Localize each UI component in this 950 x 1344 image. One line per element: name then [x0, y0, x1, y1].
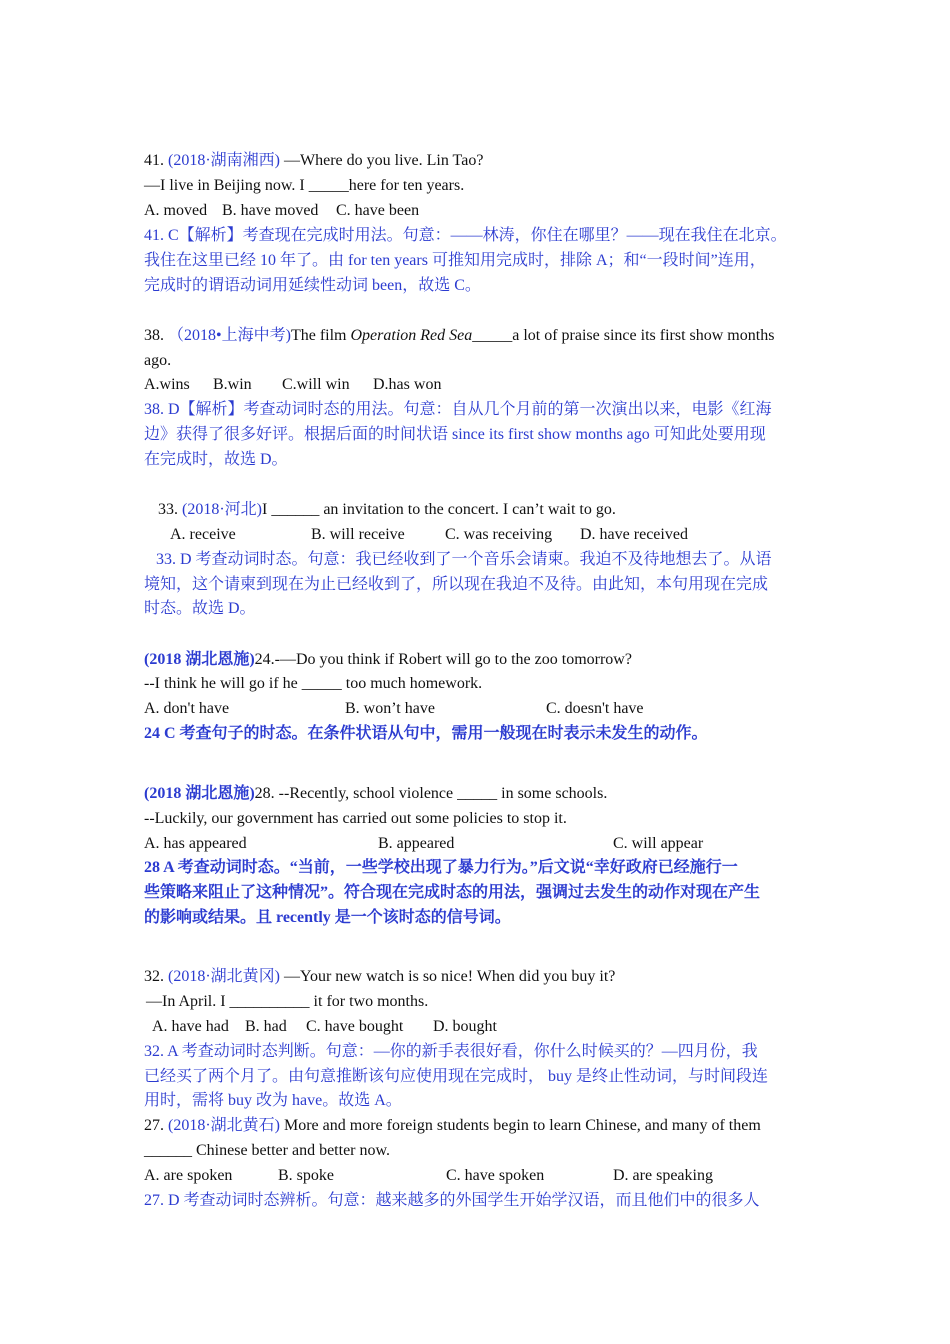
- q41-source: (2018·湖南湘西): [168, 152, 280, 169]
- q27-options: A. are spoken B. spoke C. have spoken D. are speaking: [144, 1167, 713, 1184]
- q38-source: （2018•上海中考): [168, 327, 291, 344]
- q38-analysis-line3: 在完成时，故选 D。: [144, 451, 288, 468]
- q38-stem-line1: 38. （2018•上海中考)The film Operation Red Sea_____a lot of praise since its first show months: [144, 327, 775, 344]
- q27-stem-line1: 27. (2018·湖北黄石) More and more foreign students begin to learn Chinese, and many of them: [144, 1117, 761, 1134]
- q33-source: (2018·河北): [182, 501, 262, 518]
- q41-analysis-line3: 完成时的谓语动词用延续性动词 been，故选 C。: [144, 277, 481, 294]
- q38-analysis-line1: 38. D【解析】考查动词时态的用法。句意：自从几个月前的第一次演出以来，电影《红海: [144, 401, 772, 418]
- q32-source: (2018·湖北黄冈): [168, 968, 280, 985]
- q38-analysis-line2: 边》获得了很多好评。根据后面的时间状语 since its first show months ago 可知此处要用现: [144, 426, 766, 443]
- q38-options: A.wins B.win C.will win D.has won: [144, 376, 442, 393]
- q24-options: A. don't have B. won’t have C. doesn't have: [144, 700, 644, 717]
- film-title: Operation Red Sea: [350, 327, 473, 344]
- q33-analysis-line2: 境知，这个请柬到现在为止已经收到了，所以现在我迫不及待。由此知，本句用现在完成: [144, 576, 769, 593]
- q28-analysis-line2: 些策略来阻止了这种情况”。符合现在完成时态的用法，强调过去发生的动作对现在产生: [144, 884, 761, 901]
- q24-source: (2018 湖北恩施): [144, 651, 255, 668]
- q28-options: A. has appeared B. appeared C. will appear: [144, 835, 704, 852]
- q32-stem-line1: 32. (2018·湖北黄冈) —Your new watch is so nice! When did you buy it?: [144, 968, 616, 985]
- q27-stem-line2: ______ Chinese better and better now.: [144, 1142, 391, 1159]
- q27-source: (2018·湖北黄石): [168, 1117, 280, 1134]
- q33-analysis-line3: 时态。故选 D。: [144, 600, 256, 617]
- q28-analysis-line3: 的影响或结果。且 recently 是一个该时态的信号词。: [144, 909, 511, 926]
- q32-analysis-line1: 32. A 考查动词时态判断。句意：—你的新手表很好看，你什么时候买的？—四月份，我: [144, 1043, 758, 1060]
- q28-analysis-line1: 28 A 考查动词时态。“当前，一些学校出现了暴力行为。”后文说“幸好政府已经施行一: [144, 859, 738, 876]
- q28-stem-line2: --Luckily, our government has carried out some policies to stop it.: [144, 810, 567, 827]
- q24-stem-line1: (2018 湖北恩施)24.-—Do you think if Robert will go to the zoo tomorrow?: [144, 651, 632, 668]
- q24-analysis-line1: 24 C 考查句子的时态。在条件状语从句中，需用一般现在时表示未发生的动作。: [144, 725, 708, 742]
- q38-stem-line2: ago.: [144, 352, 172, 369]
- q28-source: (2018 湖北恩施): [144, 785, 255, 802]
- q33-stem-line1: 33. (2018·河北)I ______ an invitation to the concert. I can’t wait to go.: [158, 501, 616, 518]
- q32-stem-line2: —In April. I __________ it for two months.: [146, 993, 429, 1010]
- q41-stem-line1: 41. (2018·湖南湘西) —Where do you live. Lin Tao?: [144, 152, 484, 169]
- q41-analysis-line2: 我住在这里已经 10 年了。由 for ten years 可推知用完成时，排除 A；和“一段时间”连用，: [144, 252, 766, 269]
- q32-analysis-line2: 已经买了两个月了。由句意推断该句应使用现在完成时， buy 是终止性动词，与时间段连: [144, 1068, 769, 1085]
- q27-analysis-line1: 27. D 考查动词时态辨析。句意：越来越多的外国学生开始学汉语，而且他们中的很多人: [144, 1192, 760, 1209]
- q24-stem-line2: --I think he will go if he _____ too much homework.: [144, 675, 483, 692]
- q41-stem-line2: —I live in Beijing now. I _____here for ten years.: [144, 177, 465, 194]
- q41-options: A. moved B. have moved C. have been: [144, 202, 420, 219]
- q28-stem-line1: (2018 湖北恩施)28. --Recently, school violence _____ in some schools.: [144, 785, 608, 802]
- q32-analysis-line3: 用时，需将 buy 改为 have。故选 A。: [144, 1092, 402, 1109]
- q33-analysis-line1: 33. D 考查动词时态。句意：我已经收到了一个音乐会请柬。我迫不及待地想去了。从语: [156, 551, 772, 568]
- q41-analysis-line1: 41. C【解析】考查现在完成时用法。句意：——林涛，你住在哪里？——现在我住在北京。: [144, 227, 787, 244]
- q32-options: A. have had B. had C. have bought D. bought: [152, 1018, 497, 1035]
- q33-options: A. receive B. will receive C. was receiving D. have received: [170, 526, 688, 543]
